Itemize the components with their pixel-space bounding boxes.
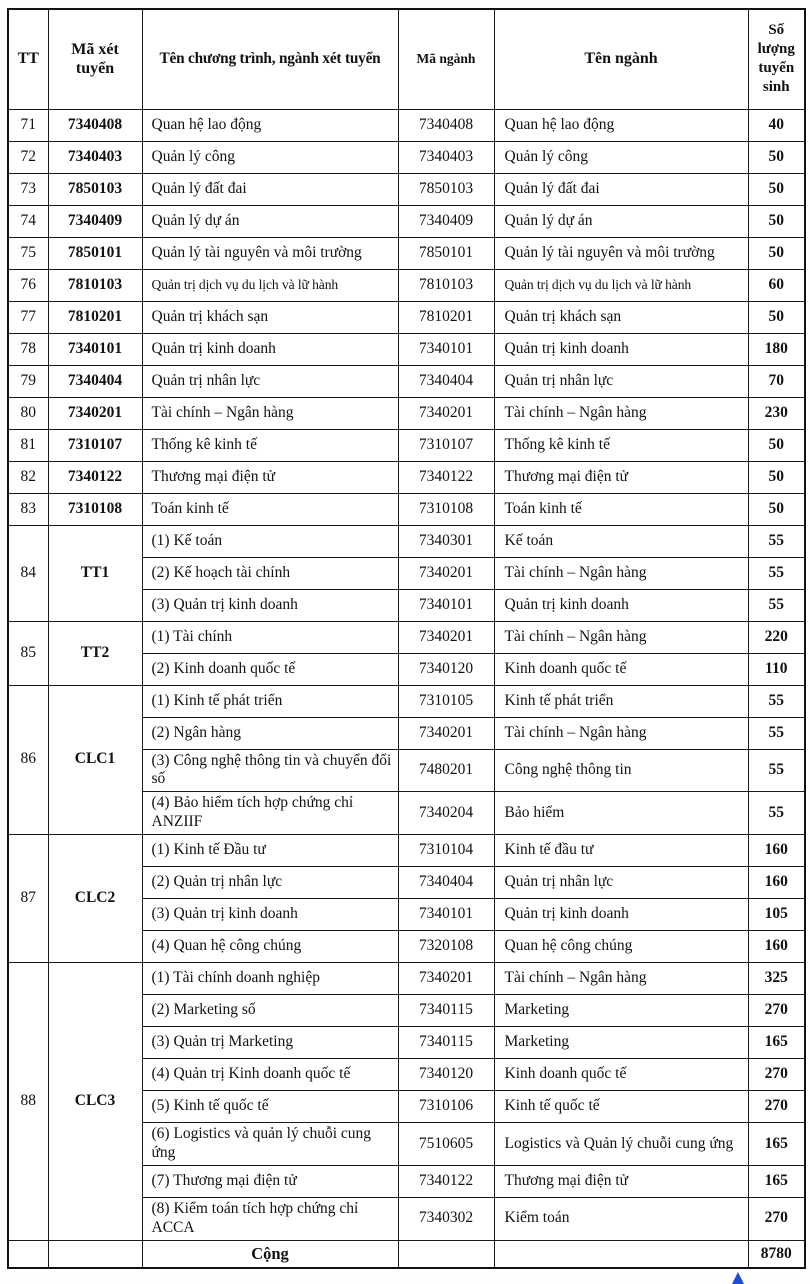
quota-value: 270 [748, 995, 805, 1027]
row-number: 86 [8, 685, 48, 835]
program-name: Quản lý công [142, 141, 398, 173]
major-name: Quan hệ lao động [494, 109, 748, 141]
major-code: 7310104 [398, 835, 494, 867]
quota-value: 40 [748, 109, 805, 141]
major-code: 7340120 [398, 1059, 494, 1091]
quota-value: 180 [748, 333, 805, 365]
total-cell-empty-tt [8, 1240, 48, 1268]
row-number: 79 [8, 365, 48, 397]
row-number: 75 [8, 237, 48, 269]
table-row [8, 205, 805, 237]
admission-code: CLC3 [48, 963, 142, 1241]
major-code: 7850101 [398, 237, 494, 269]
quota-value: 325 [748, 963, 805, 995]
program-name: (3) Quản trị Marketing [142, 1027, 398, 1059]
major-code: 7340408 [398, 109, 494, 141]
row-number: 84 [8, 525, 48, 621]
quota-value: 50 [748, 429, 805, 461]
table-row [8, 301, 805, 333]
major-code: 7340120 [398, 653, 494, 685]
total-value: 8780 [748, 1240, 805, 1268]
program-name: (3) Công nghệ thông tin và chuyển đổi số [142, 749, 398, 792]
major-name: Kinh doanh quốc tế [494, 1059, 748, 1091]
major-code: 7340101 [398, 333, 494, 365]
quota-value: 270 [748, 1197, 805, 1240]
table-row [8, 269, 805, 301]
row-number: 87 [8, 835, 48, 963]
quota-value: 70 [748, 365, 805, 397]
quota-value: 55 [748, 749, 805, 792]
table-row [8, 397, 805, 429]
program-name: (1) Kinh tế Đầu tư [142, 835, 398, 867]
major-name: Tài chính – Ngân hàng [494, 717, 748, 749]
quota-value: 50 [748, 205, 805, 237]
blue-caret-annotation-icon [731, 1272, 745, 1284]
major-code: 7340201 [398, 397, 494, 429]
major-code: 7340101 [398, 589, 494, 621]
major-name: Tài chính – Ngân hàng [494, 557, 748, 589]
total-cell-empty-major-name [494, 1240, 748, 1268]
quota-value: 220 [748, 621, 805, 653]
quota-value: 50 [748, 493, 805, 525]
table-row [8, 173, 805, 205]
quota-value: 50 [748, 461, 805, 493]
quota-value: 55 [748, 589, 805, 621]
major-name: Thương mại điện tử [494, 1165, 748, 1197]
major-code: 7340302 [398, 1197, 494, 1240]
quota-value: 160 [748, 867, 805, 899]
major-name: Tài chính – Ngân hàng [494, 621, 748, 653]
admission-code: 7340404 [48, 365, 142, 397]
quota-value: 165 [748, 1123, 805, 1166]
major-name: Marketing [494, 995, 748, 1027]
major-code: 7340409 [398, 205, 494, 237]
quota-value: 50 [748, 301, 805, 333]
major-code: 7340115 [398, 1027, 494, 1059]
program-name: Thương mại điện tử [142, 461, 398, 493]
program-name: (7) Thương mại điện tử [142, 1165, 398, 1197]
table-header [8, 9, 805, 109]
major-name: Kinh doanh quốc tế [494, 653, 748, 685]
table-row [8, 109, 805, 141]
header-tt: TT [8, 9, 48, 109]
admission-code: 7340201 [48, 397, 142, 429]
admission-code: 7310108 [48, 493, 142, 525]
total-cell-empty-code [48, 1240, 142, 1268]
major-name: Kinh tế quốc tế [494, 1091, 748, 1123]
major-name: Bảo hiểm [494, 792, 748, 835]
quota-value: 50 [748, 237, 805, 269]
admission-code: 7310107 [48, 429, 142, 461]
admission-code: 7340408 [48, 109, 142, 141]
table-row [8, 525, 805, 557]
major-name: Quản lý tài nguyên và môi trường [494, 237, 748, 269]
major-code: 7510605 [398, 1123, 494, 1166]
table-row [8, 365, 805, 397]
header-row [8, 9, 805, 109]
major-code: 7340301 [398, 525, 494, 557]
major-name: Quản trị khách sạn [494, 301, 748, 333]
program-name: Quản trị khách sạn [142, 301, 398, 333]
program-name: (1) Kế toán [142, 525, 398, 557]
program-name: (1) Kinh tế phát triển [142, 685, 398, 717]
major-name: Kiểm toán [494, 1197, 748, 1240]
program-name: (2) Marketing số [142, 995, 398, 1027]
major-name: Quản trị dịch vụ du lịch và lữ hành [494, 269, 748, 301]
table-row [8, 429, 805, 461]
program-name: (8) Kiểm toán tích hợp chứng chỉ ACCA [142, 1197, 398, 1240]
program-name: Quan hệ lao động [142, 109, 398, 141]
major-code: 7310108 [398, 493, 494, 525]
total-row [8, 1240, 805, 1268]
major-name: Quản lý đất đai [494, 173, 748, 205]
major-name: Công nghệ thông tin [494, 749, 748, 792]
major-name: Tài chính – Ngân hàng [494, 397, 748, 429]
major-code: 7340404 [398, 365, 494, 397]
header-major-code: Mã ngành [398, 9, 494, 109]
row-number: 76 [8, 269, 48, 301]
quota-value: 160 [748, 835, 805, 867]
major-name: Toán kinh tế [494, 493, 748, 525]
major-name: Marketing [494, 1027, 748, 1059]
quota-value: 270 [748, 1091, 805, 1123]
program-name: (4) Bảo hiểm tích hợp chứng chỉ ANZIIF [142, 792, 398, 835]
table-row [8, 621, 805, 653]
quota-value: 110 [748, 653, 805, 685]
table-row [8, 835, 805, 867]
major-code: 7310106 [398, 1091, 494, 1123]
quota-value: 50 [748, 141, 805, 173]
admission-quota-table [7, 8, 806, 1269]
table-row [8, 685, 805, 717]
major-code: 7340122 [398, 1165, 494, 1197]
major-name: Quản trị kinh doanh [494, 899, 748, 931]
program-name: (6) Logistics và quản lý chuỗi cung ứng [142, 1123, 398, 1166]
quota-value: 165 [748, 1165, 805, 1197]
admission-code: TT2 [48, 621, 142, 685]
admission-code: 7340409 [48, 205, 142, 237]
row-number: 85 [8, 621, 48, 685]
quota-value: 55 [748, 685, 805, 717]
table-row [8, 141, 805, 173]
program-name: (1) Tài chính doanh nghiệp [142, 963, 398, 995]
major-name: Kinh tế đầu tư [494, 835, 748, 867]
major-code: 7340122 [398, 461, 494, 493]
major-code: 7340115 [398, 995, 494, 1027]
major-name: Thống kê kinh tế [494, 429, 748, 461]
major-code: 7340201 [398, 717, 494, 749]
row-number: 73 [8, 173, 48, 205]
program-name: (5) Kinh tế quốc tế [142, 1091, 398, 1123]
major-name: Kinh tế phát triển [494, 685, 748, 717]
major-name: Kế toán [494, 525, 748, 557]
header-major-name: Tên ngành [494, 9, 748, 109]
admission-code: 7340122 [48, 461, 142, 493]
table-row [8, 493, 805, 525]
table-row [8, 333, 805, 365]
header-program-name: Tên chương trình, ngành xét tuyển [142, 9, 398, 109]
major-name: Quản trị nhân lực [494, 365, 748, 397]
total-cell-empty-major-code [398, 1240, 494, 1268]
admission-code: 7340101 [48, 333, 142, 365]
admission-code: 7850101 [48, 237, 142, 269]
program-name: (4) Quan hệ công chúng [142, 931, 398, 963]
program-name: Quản lý đất đai [142, 173, 398, 205]
program-name: (1) Tài chính [142, 621, 398, 653]
quota-value: 270 [748, 1059, 805, 1091]
major-name: Quản trị kinh doanh [494, 333, 748, 365]
program-name: Toán kinh tế [142, 493, 398, 525]
major-name: Quan hệ công chúng [494, 931, 748, 963]
row-number: 74 [8, 205, 48, 237]
quota-value: 165 [748, 1027, 805, 1059]
major-name: Thương mại điện tử [494, 461, 748, 493]
major-code: 7340403 [398, 141, 494, 173]
admission-code: TT1 [48, 525, 142, 621]
program-name: Quản trị kinh doanh [142, 333, 398, 365]
row-number: 77 [8, 301, 48, 333]
row-number: 78 [8, 333, 48, 365]
program-name: Quản trị dịch vụ du lịch và lữ hành [142, 269, 398, 301]
admission-code: CLC2 [48, 835, 142, 963]
quota-value: 55 [748, 717, 805, 749]
major-code: 7310105 [398, 685, 494, 717]
program-name: (3) Quản trị kinh doanh [142, 589, 398, 621]
table-row [8, 963, 805, 995]
major-code: 7340404 [398, 867, 494, 899]
major-name: Tài chính – Ngân hàng [494, 963, 748, 995]
admission-code: 7850103 [48, 173, 142, 205]
major-code: 7320108 [398, 931, 494, 963]
quota-value: 55 [748, 525, 805, 557]
row-number: 88 [8, 963, 48, 1241]
major-code: 7850103 [398, 173, 494, 205]
major-code: 7340101 [398, 899, 494, 931]
major-code: 7340201 [398, 963, 494, 995]
row-number: 82 [8, 461, 48, 493]
table-row [8, 461, 805, 493]
quota-value: 60 [748, 269, 805, 301]
admission-code: 7340403 [48, 141, 142, 173]
quota-value: 160 [748, 931, 805, 963]
major-name: Logistics và Quản lý chuỗi cung ứng [494, 1123, 748, 1166]
program-name: (3) Quản trị kinh doanh [142, 899, 398, 931]
major-name: Quản lý dự án [494, 205, 748, 237]
total-label: Cộng [142, 1240, 398, 1268]
row-number: 72 [8, 141, 48, 173]
admission-code: 7810103 [48, 269, 142, 301]
quota-value: 230 [748, 397, 805, 429]
major-code: 7810103 [398, 269, 494, 301]
program-name: (4) Quản trị Kinh doanh quốc tế [142, 1059, 398, 1091]
table-footer [8, 1240, 805, 1268]
row-number: 71 [8, 109, 48, 141]
row-number: 81 [8, 429, 48, 461]
program-name: (2) Kế hoạch tài chính [142, 557, 398, 589]
quota-value: 55 [748, 557, 805, 589]
quota-value: 55 [748, 792, 805, 835]
table-row [8, 237, 805, 269]
quota-value: 105 [748, 899, 805, 931]
program-name: (2) Kinh doanh quốc tế [142, 653, 398, 685]
major-code: 7480201 [398, 749, 494, 792]
major-name: Quản lý công [494, 141, 748, 173]
header-admission-code: Mã xét tuyển [48, 9, 142, 109]
major-code: 7340201 [398, 621, 494, 653]
program-name: Tài chính – Ngân hàng [142, 397, 398, 429]
major-name: Quản trị kinh doanh [494, 589, 748, 621]
program-name: Quản trị nhân lực [142, 365, 398, 397]
program-name: (2) Ngân hàng [142, 717, 398, 749]
header-quota: Số lượng tuyển sinh [748, 9, 805, 109]
program-name: Quản lý tài nguyên và môi trường [142, 237, 398, 269]
program-name: Thống kê kinh tế [142, 429, 398, 461]
major-name: Quản trị nhân lực [494, 867, 748, 899]
program-name: Quản lý dự án [142, 205, 398, 237]
admission-code: CLC1 [48, 685, 142, 835]
major-code: 7810201 [398, 301, 494, 333]
quota-value: 50 [748, 173, 805, 205]
table-body [8, 109, 805, 1240]
row-number: 80 [8, 397, 48, 429]
program-name: (2) Quản trị nhân lực [142, 867, 398, 899]
major-code: 7310107 [398, 429, 494, 461]
admission-code: 7810201 [48, 301, 142, 333]
row-number: 83 [8, 493, 48, 525]
major-code: 7340204 [398, 792, 494, 835]
major-code: 7340201 [398, 557, 494, 589]
